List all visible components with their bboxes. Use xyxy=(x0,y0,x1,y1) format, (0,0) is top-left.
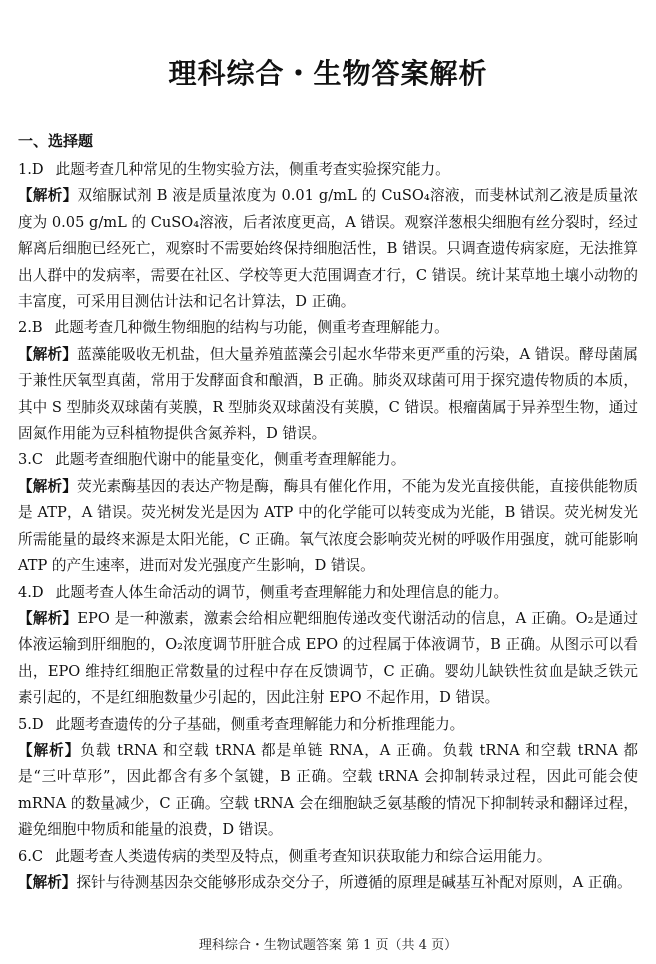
section-heading: 一、选择题 xyxy=(18,132,94,150)
question-number: 2.B xyxy=(18,319,43,337)
question-number: 5.D xyxy=(18,715,44,733)
question-4 xyxy=(18,580,638,712)
answer-content xyxy=(18,157,638,896)
analysis-paragraph xyxy=(18,738,638,844)
question-header xyxy=(18,157,638,183)
analysis-paragraph xyxy=(18,342,638,448)
question-number: 6.C xyxy=(18,847,44,865)
analysis-tag: 【解析】 xyxy=(18,873,77,891)
analysis-text: 探针与待测基因杂交能够形成杂交分子，所遵循的原理是碱基互补配对原则，A 正确。 xyxy=(76,873,632,891)
analysis-text: 荧光素酶基因的表达产物是酶，酶具有催化作用，不能为发光直接供能，直接供能物质是 ATP，A 错误。荧光树发光是因为 ATP 中的化学能可以转变成为光能，B 错误。荧光树发光所需能量的最终来源是太阳光能，C 正确。氧气浓度会影响荧光树的呼吸作用强度，就可能影响 ATP 的产生速率，进而对发光强度产生影响，D 错误。 xyxy=(18,477,638,575)
question-6 xyxy=(18,844,638,897)
page-footer: 理科综合・生物试题答案 第 1 页（共 4 页） xyxy=(198,938,458,953)
analysis-paragraph xyxy=(18,870,638,896)
question-summary: 此题考查几种微生物细胞的结构与功能，侧重考查理解能力。 xyxy=(54,319,449,337)
analysis-text: 双缩脲试剂 B 液是质量浓度为 0.01 g/mL 的 CuSO₄溶液，而斐林试剂乙液是质量浓度为 0.05 g/mL 的 CuSO₄溶液，后者浓度更高，A 错误。观察洋葱根尖细胞有丝分裂时，经过解离后细胞已经死亡，观察时不需要始终保持细胞活性，B 错误。只调查遗传病家庭，无法推算出人群中的发病率，需要在社区、学校等更大范围调查才行，C 错误。统计某草地土壤小动物的丰富度，可采用目测估计法和记名计算法，D 正确。 xyxy=(18,187,638,311)
question-header xyxy=(18,844,638,870)
question-number: 3.C xyxy=(18,451,44,469)
analysis-tag: 【解析】 xyxy=(18,477,78,495)
question-2 xyxy=(18,315,638,447)
question-header xyxy=(18,712,638,738)
page-title: 理科综合・生物答案解析 xyxy=(168,57,488,90)
analysis-text: 负载 tRNA 和空载 tRNA 都是单链 RNA，A 正确。负载 tRNA 和空载 tRNA 都是“三叶草形”，因此都含有多个氢键，B 正确。空载 tRNA 会抑制转录过程，因此可能会使 mRNA 的数量减少，C 正确。空载 tRNA 会在细胞缺乏氨基酸的情况下抑制转录和翻译过程，避免细胞中物质和能量的浪费，D 错误。 xyxy=(18,741,638,839)
question-number: 1.D xyxy=(18,161,44,178)
analysis-tag: 【解析】 xyxy=(18,741,81,759)
analysis-paragraph xyxy=(18,606,638,712)
question-summary: 此题考查遗传的分子基础，侧重考查理解能力和分析推理能力。 xyxy=(55,715,465,733)
question-header xyxy=(18,447,638,473)
analysis-tag: 【解析】 xyxy=(18,345,78,363)
question-number: 4.D xyxy=(18,583,44,601)
question-summary: 此题考查人类遗传病的类型及特点，侧重考查知识获取能力和综合运用能力。 xyxy=(55,847,552,865)
analysis-paragraph xyxy=(18,183,638,315)
question-summary: 此题考查细胞代谢中的能量变化，侧重考查理解能力。 xyxy=(55,451,406,469)
analysis-tag: 【解析】 xyxy=(18,609,78,627)
question-summary: 此题考查人体生命活动的调节，侧重考查理解能力和处理信息的能力。 xyxy=(55,583,509,601)
question-5 xyxy=(18,712,638,844)
question-header xyxy=(18,315,638,341)
analysis-text: EPO 是一种激素，激素会给相应靶细胞传递改变代谢活动的信息，A 正确。O₂是通过体液运输到肝细胞的，O₂浓度调节肝脏合成 EPO 的过程属于体液调节，B 正确。从图示可以看出，EPO 维持红细胞正常数量的过程中存在反馈调节，C 正确。婴幼儿缺铁性贫血是缺乏铁元素引起的，不是红细胞数量少引起的，因此注射 EPO 不起作用，D 错误。 xyxy=(18,609,638,707)
question-summary: 此题考查几种常见的生物实验方法，侧重考查实验探究能力。 xyxy=(55,161,450,178)
question-header xyxy=(18,580,638,606)
analysis-paragraph xyxy=(18,474,638,580)
analysis-tag: 【解析】 xyxy=(18,187,78,205)
question-1 xyxy=(18,157,638,315)
analysis-text: 蓝藻能吸收无机盐，但大量养殖蓝藻会引起水华带来更严重的污染，A 错误。酵母菌属于兼性厌氧型真菌，常用于发酵面食和酿酒，B 正确。肺炎双球菌可用于探究遗传物质的本质，其中 S 型肺炎双球菌有荚膜，R 型肺炎双球菌没有荚膜，C 错误。根瘤菌属于异养型生物，通过固氮作用能为豆科植物提供含氮养料，D 错误。 xyxy=(18,345,638,443)
question-3 xyxy=(18,447,638,579)
